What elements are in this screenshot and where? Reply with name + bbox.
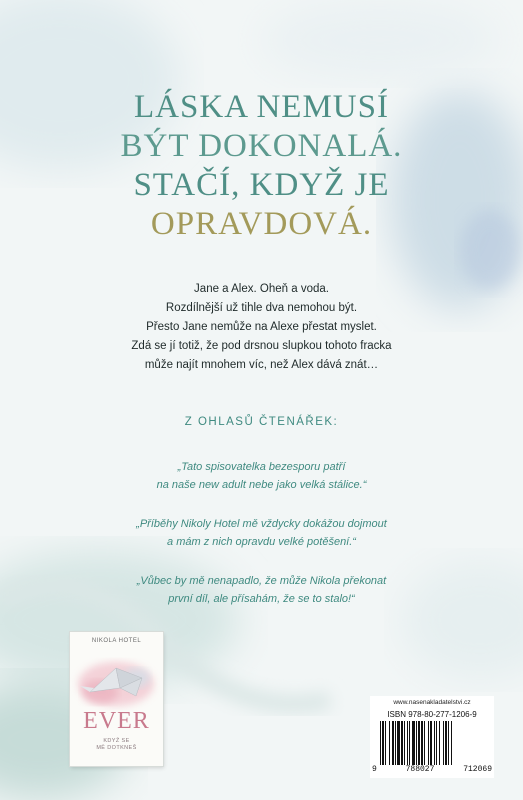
reviews-title: Z OHLASŮ ČTENÁŘEK: <box>184 416 339 428</box>
isbn-number: ISBN 978-80-277-1206-9 <box>387 710 477 719</box>
barcode-digits-middle: 788027 <box>405 765 435 774</box>
blurb-line: může najít mnohem víc, než Alex dává znát… <box>144 359 379 371</box>
cover-author: NIKOLA HOTEL <box>91 638 142 644</box>
headline <box>0 88 523 244</box>
quote-line: „Příběhy Nikoly Hotel mě vždycky dokážou dojmout <box>136 518 387 530</box>
quote-2 <box>0 515 523 551</box>
quote-3 <box>0 572 523 608</box>
quote-line: „Vůbec by mě nenapadlo, že může Nikola překonat <box>136 575 387 587</box>
cover-subtitle <box>70 738 163 752</box>
barcode-digits <box>372 765 492 774</box>
blurb <box>0 280 523 375</box>
blurb-line: Jane a Alex. Oheň a voda. <box>194 283 329 295</box>
headline-line-3: STAČÍ, KDYŽ JE <box>133 167 390 203</box>
isbn-barcode-box <box>370 696 494 778</box>
blurb-line: Zdá se jí totiž, že pod drsnou slupkou tohoto fracka <box>131 340 392 352</box>
book-cover-thumbnail <box>70 632 163 766</box>
headline-line-2: BÝT DOKONALÁ. <box>120 128 403 164</box>
cover-subtitle-line: KDYŽ SE <box>103 738 130 744</box>
paper-crane-icon <box>70 648 163 712</box>
quote-line: a mám z nich opravdu velké potěšení.“ <box>167 536 356 548</box>
headline-line-4: OPRAVDOVÁ. <box>150 206 373 242</box>
barcode <box>378 721 486 765</box>
publisher-website: www.nasenakladatelstvi.cz <box>393 699 471 706</box>
barcode-digit-first: 9 <box>372 765 377 774</box>
barcode-digits-last: 712069 <box>463 765 492 774</box>
quote-line: na naše new adult nebe jako velká stálice.“ <box>156 479 367 491</box>
cover-title: EVER <box>83 708 150 734</box>
headline-line-1: LÁSKA NEMUSÍ <box>134 89 389 125</box>
cover-subtitle-line: MĚ DOTKNEŠ <box>96 745 137 751</box>
blurb-line: Rozdílnější už tihle dva nemohou být. <box>165 302 358 314</box>
quote-1 <box>0 458 523 494</box>
blurb-line: Přesto Jane nemůže na Alexe přestat myslet. <box>146 321 377 333</box>
quote-line: první díl, ale přísahám, že se to stalo!“ <box>168 593 355 605</box>
quote-line: „Tato spisovatelka bezesporu patří <box>177 461 346 473</box>
